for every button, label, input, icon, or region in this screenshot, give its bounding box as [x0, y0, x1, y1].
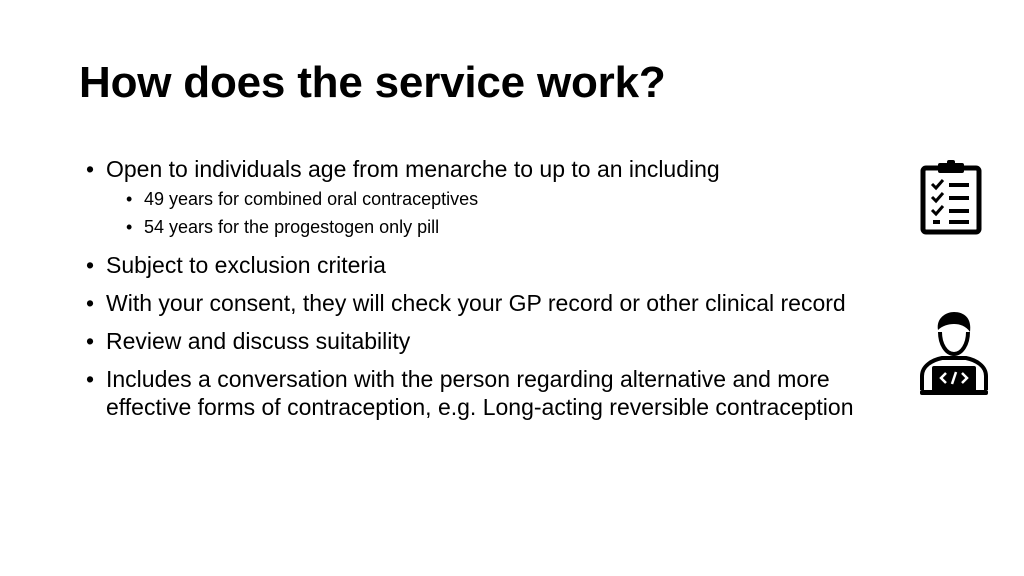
- bullet-item: [86, 289, 866, 317]
- bullet-text: Review and discuss suitability: [106, 328, 411, 354]
- bullet-item: [86, 365, 866, 421]
- developer-laptop-icon: [916, 310, 990, 396]
- bullet-item: [86, 327, 866, 355]
- bullet-item: [86, 251, 866, 279]
- sub-bullet-item: • 54 years for the progestogen only pill: [126, 213, 866, 241]
- sub-bullet-item: • 49 years for combined oral contraceptives: [126, 185, 866, 213]
- bullet-text: Includes a conversation with the person regarding alternative and more effective forms of contraception, e.g. Long-acting reversible contraception: [106, 366, 854, 420]
- clipboard-checklist-icon: [918, 160, 984, 236]
- bullet-list: [86, 155, 866, 431]
- bullet-text: Open to individuals age from menarche to up to an including: [106, 156, 720, 182]
- bullet-item: [86, 155, 866, 241]
- bullet-text: Subject to exclusion criteria: [106, 252, 386, 278]
- bullet-text: With your consent, they will check your GP record or other clinical record: [106, 290, 846, 316]
- slide-title: How does the service work?: [79, 58, 666, 107]
- sub-bullet-list: [106, 185, 866, 241]
